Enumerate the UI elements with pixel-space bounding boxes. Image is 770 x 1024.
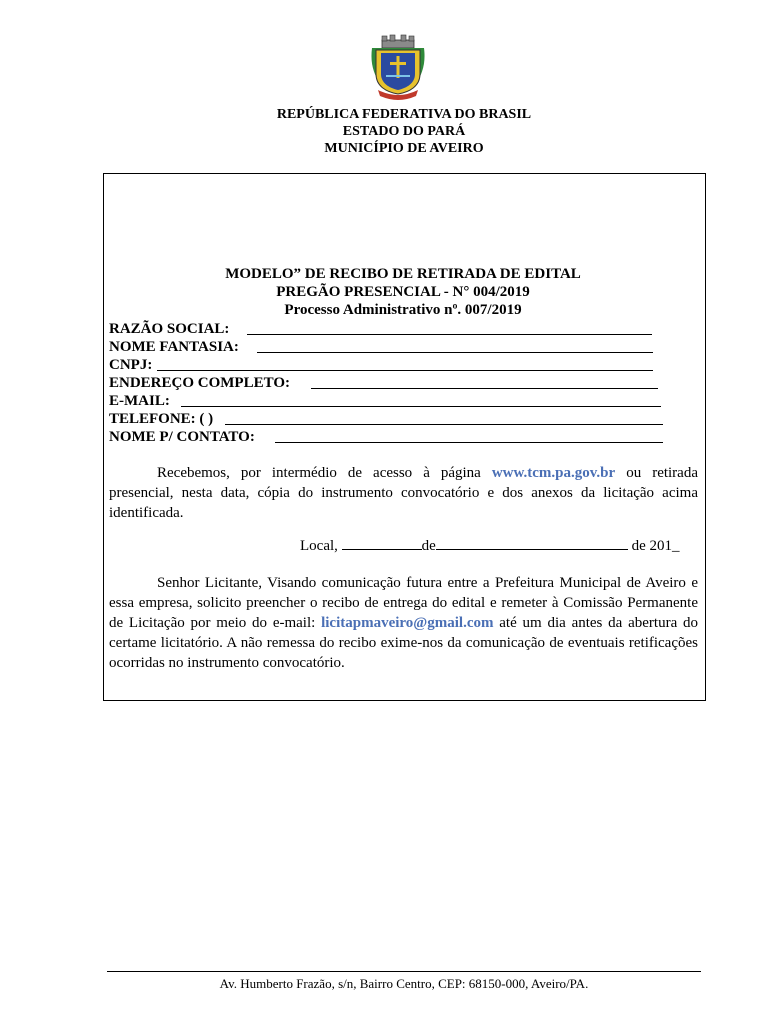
year-label: de 201_ <box>631 538 680 554</box>
field-label: ENDEREÇO COMPLETO: <box>109 375 290 391</box>
email-link[interactable]: licitapmaveiro@gmail.com <box>321 615 494 631</box>
document-title <box>0 265 770 319</box>
footer-address: Av. Humberto Frazão, s/n, Bairro Centro, CEP: 68150-000, Aveiro/PA. <box>219 976 589 991</box>
field-label: NOME FANTASIA: <box>109 339 239 355</box>
field-cnpj[interactable] <box>109 356 689 374</box>
header <box>0 106 770 157</box>
month-blank[interactable] <box>436 537 628 550</box>
notice-text-start: Senhor Licitante, Visando comunicação futura entre a Prefeitura Municipal de Aveiro e essa empresa, solicito preencher o recibo de entrega do edital e remeter à Comissão Permanente de Licitação por meio do e-mail: <box>109 575 698 631</box>
field-label: NOME P/ CONTATO: <box>109 429 255 445</box>
field-nome-fantasia[interactable] <box>109 338 689 356</box>
fill-line[interactable] <box>275 442 663 443</box>
fill-line[interactable] <box>257 352 653 353</box>
receipt-text-end: ou retirada presencial, nesta data, cópia do instrumento convocatório e dos anexos da licitação acima identificada. <box>109 465 698 521</box>
header-state: ESTADO DO PARÁ <box>342 124 466 139</box>
fill-line[interactable] <box>181 406 661 407</box>
fill-line[interactable] <box>311 388 658 389</box>
receipt-paragraph <box>109 463 698 523</box>
fill-line[interactable] <box>225 424 663 425</box>
title-line-1: MODELO” DE RECIBO DE RETIRADA DE EDITAL <box>225 266 581 282</box>
notice-paragraph <box>109 573 698 673</box>
field-label: RAZÃO SOCIAL: <box>109 321 230 337</box>
footer-divider <box>107 971 701 972</box>
field-razao-social[interactable] <box>109 320 689 338</box>
form-fields <box>109 320 689 446</box>
title-line-3: Processo Administrativo nº. 007/2019 <box>284 302 522 318</box>
receipt-text-start: Recebemos, por intermédio de acesso à página <box>157 465 492 481</box>
field-label: TELEFONE: ( ) <box>109 411 214 427</box>
municipal-coat-of-arms <box>368 34 428 102</box>
notice-text-end: até um dia antes da abertura do certame licitatório. A não remessa do recibo exime-nos da comunicação de eventuais retificações ocorridas no instrumento convocatório. <box>109 615 699 671</box>
field-label: E-MAIL: <box>109 393 170 409</box>
fill-line[interactable] <box>247 334 652 335</box>
local-blank[interactable] <box>342 537 422 550</box>
field-email[interactable] <box>109 392 689 410</box>
crown-icon <box>382 35 414 48</box>
field-nome-contato[interactable] <box>109 428 689 446</box>
fill-line[interactable] <box>157 370 653 371</box>
tcm-website-link[interactable]: www.tcm.pa.gov.br <box>491 465 616 481</box>
field-label: CNPJ: <box>109 357 153 373</box>
header-municipality: MUNICÍPIO DE AVEIRO <box>324 141 484 156</box>
header-country: REPÚBLICA FEDERATIVA DO BRASIL <box>276 107 532 122</box>
local-label: Local, <box>300 538 338 554</box>
field-telefone[interactable] <box>109 410 689 428</box>
de-label: de <box>421 538 436 554</box>
title-line-2: PREGÃO PRESENCIAL - N° 004/2019 <box>276 284 530 300</box>
place-date-line <box>300 537 680 555</box>
field-endereco[interactable] <box>109 374 689 392</box>
